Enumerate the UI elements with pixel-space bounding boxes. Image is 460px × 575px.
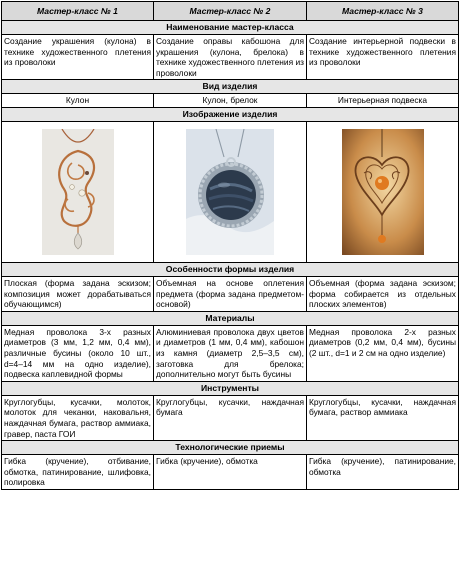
section-heading-image: Изображение изделия bbox=[2, 107, 459, 121]
blue-cabochon-pendant-photo bbox=[186, 129, 274, 255]
type-cell-2: Кулон, брелок bbox=[154, 94, 307, 108]
comparison-table bbox=[1, 1, 459, 490]
features-cell-2: Объемная на основе оплетения предмета (форма задана предметом-основой) bbox=[154, 276, 307, 311]
section-heading-type: Вид изделия bbox=[2, 80, 459, 94]
type-cell-3: Интерьерная подвеска bbox=[307, 94, 459, 108]
section-heading-techniques: Технологические приемы bbox=[2, 441, 459, 455]
tools-cell-2: Круглогубцы, кусачки, наждачная бумага bbox=[154, 395, 307, 440]
column-header-3: Мастер-класс № 3 bbox=[307, 2, 459, 21]
techniques-cell-1: Гибка (кручение), отбивание, обмотка, патинирование, шлифовка, полировка bbox=[2, 455, 154, 490]
table-row bbox=[2, 276, 459, 311]
type-cell-1: Кулон bbox=[2, 94, 154, 108]
table-row bbox=[2, 325, 459, 381]
image-cell-2 bbox=[154, 121, 307, 262]
features-cell-1: Плоская (форма задана эскизом; композиция может дорабатываться обучающимся) bbox=[2, 276, 154, 311]
image-cell-1 bbox=[2, 121, 154, 262]
section-heading-features: Особенности формы изделия bbox=[2, 262, 459, 276]
interior-heart-hanger-photo bbox=[342, 129, 424, 255]
section-heading-materials: Материалы bbox=[2, 311, 459, 325]
tools-cell-1: Круглогубцы, кусачки, молоток, молоток для чеканки, наковальня, наждачная бумага, раствор аммиака, гравер, паста ГОИ bbox=[2, 395, 154, 440]
masterclass-comparison-document bbox=[1, 1, 458, 490]
techniques-cell-3: Гибка (кручение), патинирование, обмотка bbox=[307, 455, 459, 490]
materials-cell-2: Алюминиевая проволока двух цветов и диаметров (1 мм, 0,4 мм), кабошон из камня (диаметр 2,5–3,5 см), заготовка для брелока; дополнительно могут быть бусины bbox=[154, 325, 307, 381]
header-row bbox=[2, 2, 459, 21]
table-row bbox=[2, 455, 459, 490]
name-cell-1: Создание украшения (кулона) в технике художественного плетения из проволоки bbox=[2, 35, 154, 80]
column-header-2: Мастер-класс № 2 bbox=[154, 2, 307, 21]
name-cell-3: Создание интерьерной подвески в технике художественного плетения из проволоки bbox=[307, 35, 459, 80]
image-cell-3 bbox=[307, 121, 459, 262]
column-header-1: Мастер-класс № 1 bbox=[2, 2, 154, 21]
copper-wire-pendant-photo bbox=[42, 129, 114, 255]
materials-cell-3: Медная проволока 2-х разных диаметров (0,2 мм, 0,4 мм), бусины (2 шт., d=1 и 2 см на одно изделие) bbox=[307, 325, 459, 381]
features-cell-3: Объемная (форма задана эскизом; форма собирается из отдельных плоских элементов) bbox=[307, 276, 459, 311]
techniques-cell-2: Гибка (кручение), обмотка bbox=[154, 455, 307, 490]
section-heading-tools: Инструменты bbox=[2, 381, 459, 395]
table-row bbox=[2, 35, 459, 80]
name-cell-2: Создание оправы кабошона для украшения (кулона, брелока) в технике художественного плетения из проволоки bbox=[154, 35, 307, 80]
table-row bbox=[2, 94, 459, 108]
table-row bbox=[2, 395, 459, 440]
section-heading-name: Наименование мастер-класса bbox=[2, 21, 459, 35]
image-row bbox=[2, 121, 459, 262]
materials-cell-1: Медная проволока 3-х разных диаметров (3 мм, 1,2 мм, 0,4 мм), различные бусины (около 10 шт., d=4–14 мм на одно изделие), подвеска каплевидной формы bbox=[2, 325, 154, 381]
tools-cell-3: Круглогубцы, кусачки, наждачная бумага, раствор аммиака bbox=[307, 395, 459, 440]
